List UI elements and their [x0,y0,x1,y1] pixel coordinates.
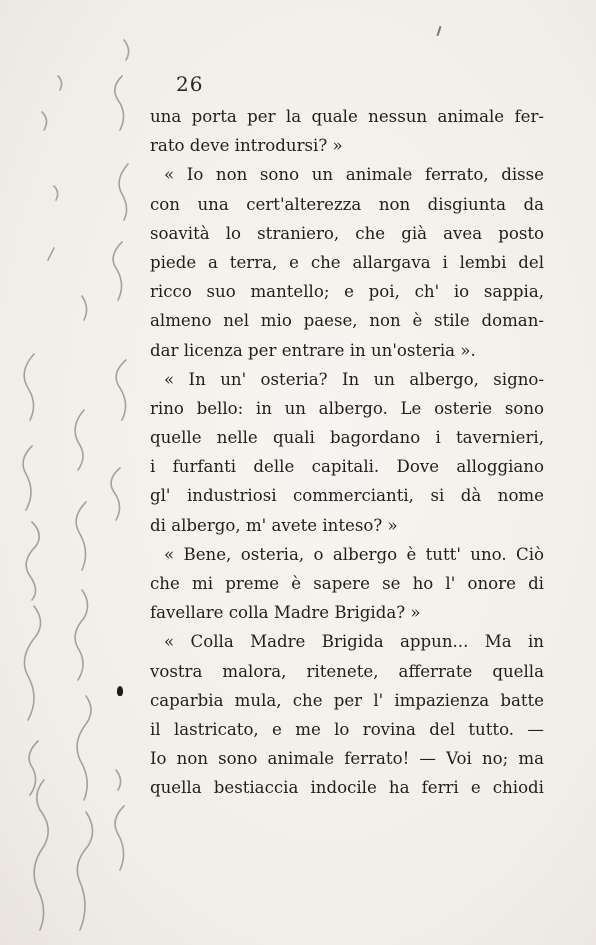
text-line: vostra malora, ritenete, afferrate quella [150,661,544,681]
text-line: con una cert'alterezza non disgiunta da [150,194,544,214]
text-line: rino bello: in un albergo. Le osterie sono [150,398,544,418]
page-number: 26 [176,72,204,96]
text-line: soavità lo straniero, che già avea posto [150,223,544,243]
text-line: quelle nelle quali bagordano i tavernieri, [150,428,544,448]
text-line: gl' industriosi commercianti, si dà nome [150,486,544,506]
text-line: i furfanti delle capitali. Dove alloggiano [150,457,544,477]
text-line: « In un' osteria? In un albergo, signo- [164,369,544,389]
text-line: il lastricato, e me lo rovina del tutto. — [150,719,544,739]
text-line: quella bestiaccia indocile ha ferri e chiodi [150,778,544,798]
text-line: almeno nel mio paese, non è stile doman- [150,311,544,331]
text-line: « Bene, osteria, o albergo è tutt' uno. Ciò [164,544,544,564]
text-line: di albergo, m' avete inteso? » [150,515,398,535]
text-line: ricco suo mantello; e poi, ch' io sappia, [150,282,544,302]
text-line: rato deve introdursi? » [150,136,343,156]
text-line: « Io non sono un animale ferrato, disse [164,165,544,185]
text-line: dar licenza per entrare in un'osteria ». [150,340,476,360]
margin-handwriting [0,0,160,945]
text-line: piede a terra, e che allargava i lembi del [150,252,544,272]
pencil-tick [437,26,442,36]
ink-mark [117,686,123,696]
text-line: una porta per la quale nessun animale fer- [150,107,544,126]
text-line: Io non sono animale ferrato! — Voi no; ma [150,749,544,769]
text-line: caparbia mula, che per l' impazienza batte [150,690,544,710]
text-line: che mi preme è sapere se ho l' onore di [150,574,544,593]
body-text [150,102,544,803]
text-line: favellare colla Madre Brigida? » [150,603,421,623]
text-line: « Colla Madre Brigida appun... Ma in [164,632,544,652]
